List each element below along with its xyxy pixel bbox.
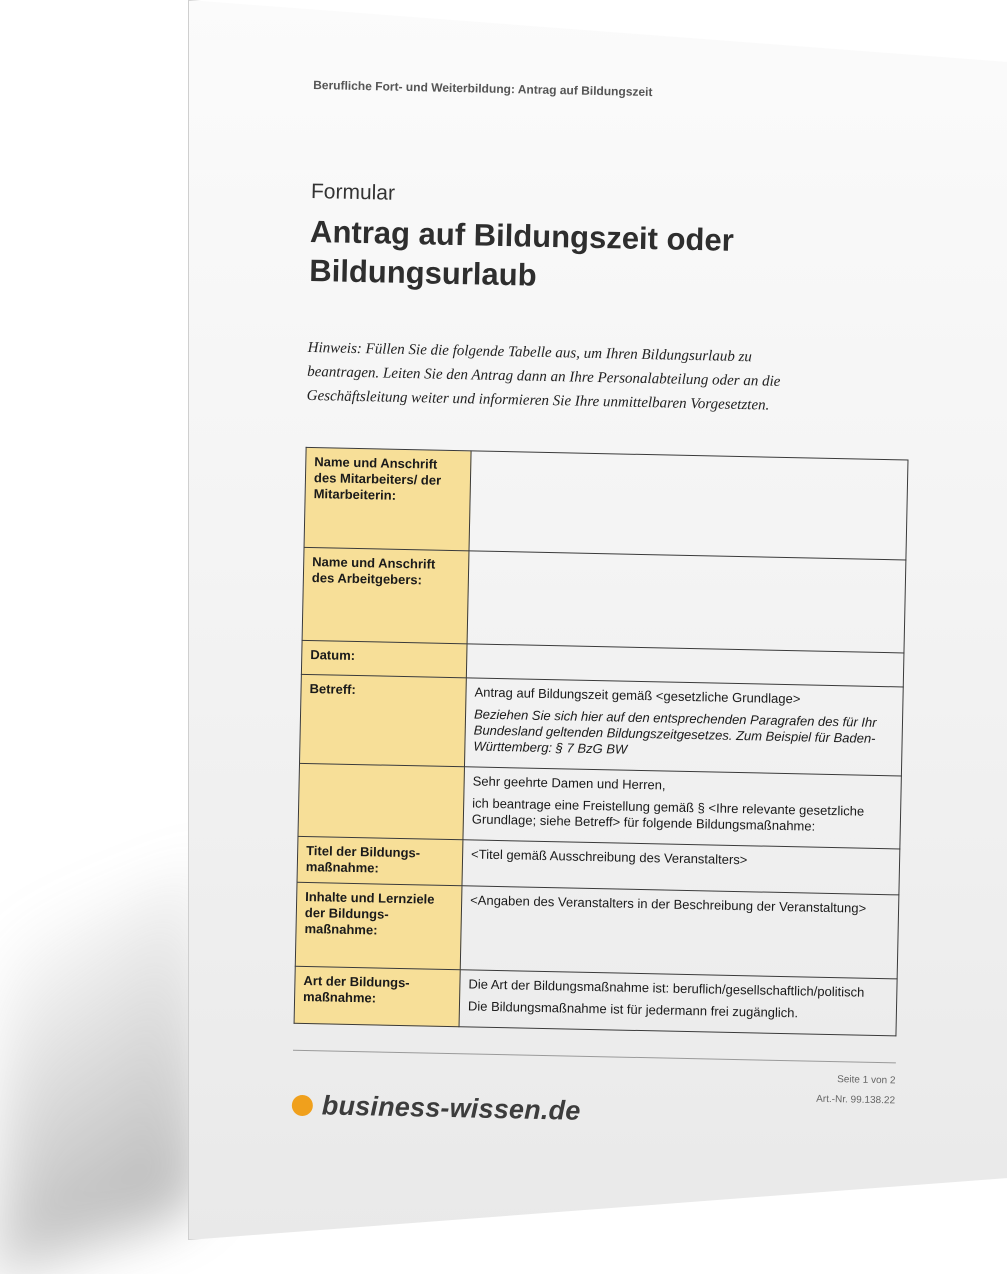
brand-logo: [292, 1090, 581, 1127]
article-number: Art.-Nr. 99.138.22: [816, 1093, 896, 1107]
page-shadow: [0, 868, 200, 1274]
cell-text: <Titel gemäß Ausschreibung des Veranstalters>: [470, 846, 748, 868]
page-number: Seite 1 von 2: [837, 1074, 896, 1087]
row-label: Titel der Bildungs-maßnahme:: [297, 836, 463, 885]
table-row: [302, 547, 906, 653]
row-label: Datum:: [301, 640, 467, 677]
cell-text: ich beantrage eine Freistellung gemäß § <Ihre relevante gesetzliche Grundlage; siehe Betreff> für folgende Bildungsmaßnahme:: [471, 795, 865, 834]
salutation-field[interactable]: [463, 767, 901, 849]
brand-name: business-wissen.de: [321, 1090, 581, 1126]
row-label: [298, 763, 464, 839]
row-label: Name und Anschrift des Mitarbeiters/ der Mitarbeiterin:: [304, 447, 471, 550]
document-kicker: Formular: [310, 179, 396, 205]
row-label: Inhalte und Lernziele der Bildungs-maßnahme:: [295, 882, 462, 969]
row-label: Art der Bildungs-maßnahme:: [294, 966, 460, 1026]
table-row: [304, 447, 908, 560]
cell-note: Beziehen Sie sich hier auf den entsprechenden Paragrafen des für Ihr Bundesland geltenden Bildungszeitgesetzes. Zum Beispiel für Baden-Württemberg: § 7 BzG BW: [473, 706, 877, 757]
cell-text: Sehr geehrte Damen und Herren,: [472, 773, 666, 793]
employee-name-address-field[interactable]: [469, 451, 908, 560]
cell-text: Antrag auf Bildungszeit gemäß <gesetzliche Grundlage>: [474, 684, 801, 707]
cell-text: <Angaben des Veranstalters in der Beschreibung der Veranstaltung>: [470, 892, 867, 916]
cell-text: Die Art der Bildungsmaßnahme ist: beruflich/gesellschaftlich/politisch: [468, 976, 865, 1000]
hint-text: Hinweis: Füllen Sie die folgende Tabelle aus, um Ihren Bildungsurlaub zu beantragen. Leiten Sie den Antrag dann an Ihre Personalabteilung oder an die Geschäftsleitung weiter und informieren Sie Ihre unmittelbaren Vorgesetzten.: [306, 339, 781, 414]
table-row: [300, 674, 904, 776]
page-content: [302, 0, 955, 1126]
table-row: [295, 882, 899, 979]
employer-name-address-field[interactable]: [467, 551, 906, 653]
contents-goals-field[interactable]: [460, 886, 899, 979]
table-row: [294, 966, 897, 1036]
brand-dot-icon: [292, 1095, 313, 1116]
subject-field[interactable]: [464, 678, 903, 776]
cell-text: Die Bildungsmaßnahme ist für jedermann frei zugänglich.: [467, 998, 799, 1021]
running-header: Berufliche Fort- und Weiterbildung: Antrag auf Bildungszeit: [313, 77, 653, 100]
table-row: [298, 763, 901, 849]
document-title: Antrag auf Bildungszeit oder Bildungsurlaub: [308, 213, 735, 293]
row-label: Betreff:: [300, 674, 467, 766]
measure-type-field[interactable]: [459, 970, 897, 1036]
application-form-table: [294, 447, 909, 1037]
row-label: Name und Anschrift des Arbeitgebers:: [302, 547, 469, 643]
